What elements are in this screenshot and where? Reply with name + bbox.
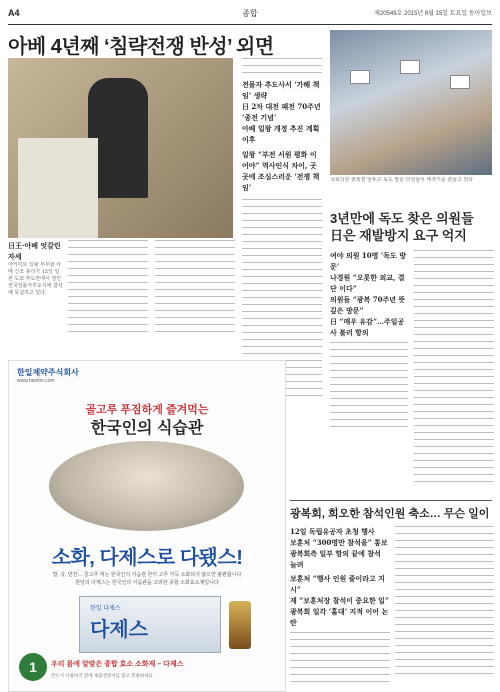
article3-rule (290, 500, 492, 501)
subhead-4: 일왕 “부전 서원 평화 이어야” 역사인식 차이, 곳곳에 조심스러운 ‘전쟁 책임’ (242, 150, 320, 192)
article3-sub-1: 12일 독립유공자 초청 행사 (290, 527, 375, 536)
article2-sub-2: 나경원 “오롯한 외교, 결단 이다” (330, 273, 405, 293)
ad-tagline-1: 골고루 푸짐하게 즐겨먹는 (85, 404, 209, 416)
advertisement[interactable] (8, 360, 286, 692)
article2-headline (330, 210, 495, 244)
article3-sub-3: 광복회측 일부 항의 끝에 참석 늘려 (290, 549, 381, 569)
photo-caption-left (8, 240, 63, 342)
header-rule (8, 24, 492, 25)
ad-footer-2: 반드시 사용하기 전에 제품설명서를 읽고 복용하세요 (51, 673, 153, 678)
ad-desc-1: 밥, 국, 반찬… 골고루 먹는 한국인의 식습관 한끼 고루 가득 소화되지 않으면 불편합니다 (52, 572, 242, 578)
page-number: A4 (8, 8, 20, 18)
article2-headline-2: 日은 재발방지 요구 억지 (330, 228, 467, 243)
photo-abe (8, 58, 233, 238)
podium (18, 138, 98, 238)
article1-subheads (242, 58, 322, 402)
article2-sub-1: 여야 의원 10명 ‘독도 방문’ (330, 251, 407, 271)
article1-col1 (68, 240, 148, 350)
article2-headline-1: 3년만에 독도 찾은 의원들 (330, 211, 474, 226)
issue-meta: 제20549호 2015년 8월 15일 토요일 동아일보 (374, 11, 492, 17)
photo-dokdo (330, 30, 492, 175)
article3-sub-4: 보훈처 “행사 인원 줄이라고 지시” (290, 574, 385, 594)
page-header (8, 8, 492, 22)
article2-col1 (330, 250, 408, 433)
article2-sub-3: 의원들 “광복 70주년 뜻깊은 방문” (330, 295, 406, 315)
main-headline: 아베 4년째 ‘침략전쟁 반성’ 외면 (8, 36, 274, 58)
subhead-2: 日 2차 대전 패전 70주년 ‘종전 기념’ (242, 102, 321, 122)
article3-col2 (395, 526, 494, 686)
ad-footer: 우리 몸에 알맞은 종합 효소 소화제 – 다제스 (51, 661, 184, 668)
subhead-3: 아베 일왕 개정 추진 계획 이후 (242, 124, 320, 144)
flag-icon (350, 70, 370, 84)
product-box (79, 596, 221, 653)
product-name: 다제스 (90, 619, 148, 641)
flag-icon (450, 75, 470, 89)
award-badge: 1 (19, 653, 47, 681)
caption-title: 日王·아베 엇갈린 자세 (8, 241, 61, 261)
ad-desc-2: 한일의 다제스는 한국인의 식습관을 고려한 종합 소화효소제입니다 (75, 580, 219, 586)
article3-headline: 광복회, 희오한 참석인원 축소… 무슨 일이 (290, 508, 490, 520)
section-title: 종합 (242, 9, 258, 18)
product-label: 한일 다제스 (90, 606, 121, 612)
ad-tagline-2: 한국인의 식습관 (90, 420, 204, 437)
ad-brand: 한일제약주식회사 (17, 368, 79, 377)
ad-desc (21, 571, 273, 587)
ad-slogan: 소화, 다제스로 다됐스! (51, 547, 243, 569)
photo-caption-right: 국회의원 광복절 앞두고 독도 방문 의원들이 태극기를 흔들고 있다 (330, 177, 474, 183)
spoon-image (49, 441, 244, 531)
article2-col2 (414, 250, 494, 495)
article3-col1 (290, 526, 390, 688)
article2-sub-4: 日 “매우 유감”…주일공사 불러 항의 (330, 317, 405, 337)
pill-bottle (229, 601, 251, 649)
subhead-1: 전몰자 추도사서 ‘가해 책임’ 생략 (242, 80, 320, 100)
article3-sub-2: 보훈처 “300명만 참석을” 통보 (290, 538, 388, 547)
article3-sub-6: 광복회 일각 ‘홀대’ 지적 이어 논란 (290, 607, 389, 627)
ad-site: www.hanilm.com (17, 378, 55, 384)
caption-text: 아키히토 일왕 부부와 아베 신조 총리가 15일 일본 도쿄 부도칸에서 열린 전국전몰자추도식에 참석해 묵념하고 있다. (8, 262, 63, 296)
article3-sub-5: 재 “보훈처장 참석이 중요한 일” (290, 596, 389, 605)
article1-col2 (155, 240, 235, 350)
flag-icon (400, 60, 420, 74)
